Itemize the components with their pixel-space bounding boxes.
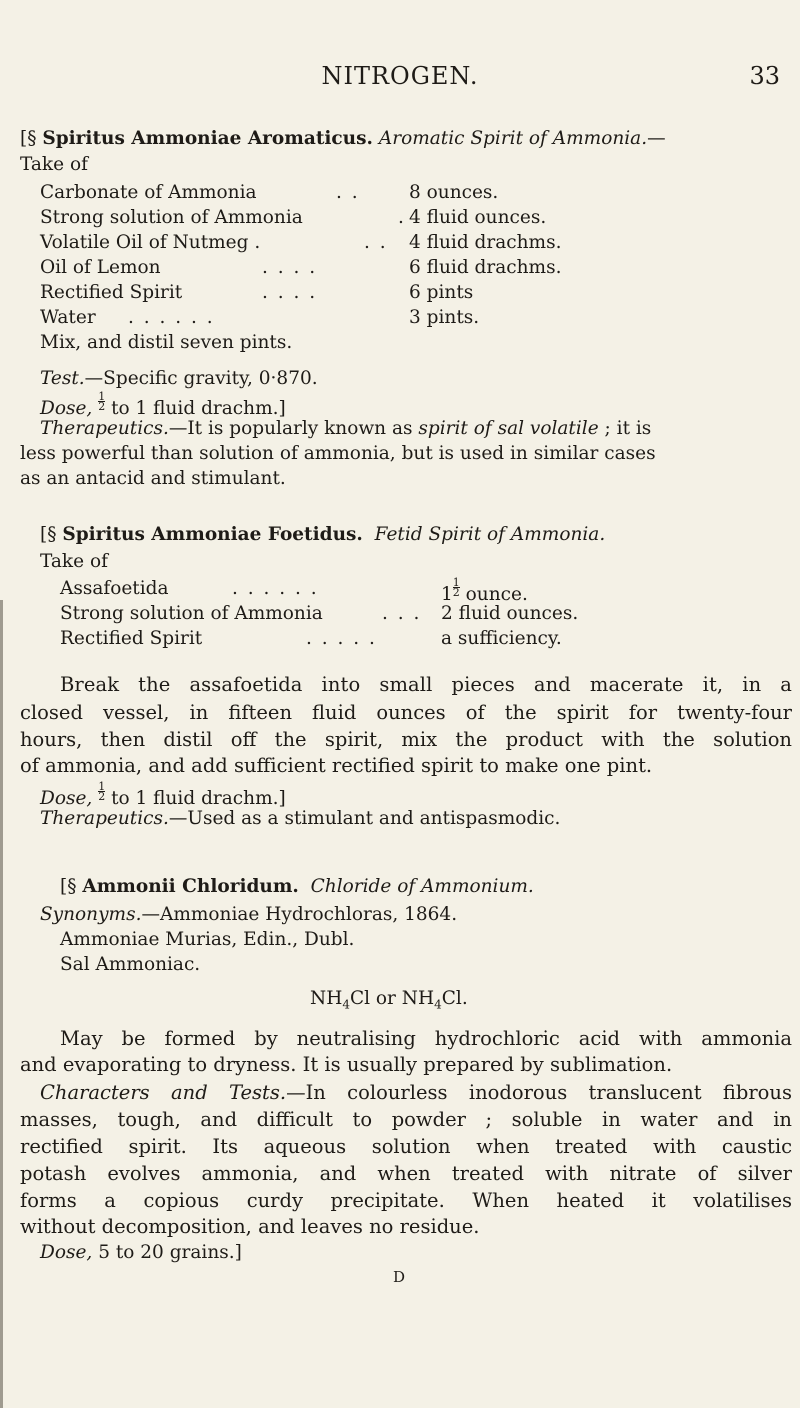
fetid-dose xyxy=(40,782,286,809)
quantity-fraction xyxy=(453,578,460,597)
fraction-numerator: 1 xyxy=(452,576,460,589)
formula-subscript: 4 xyxy=(342,997,350,1012)
page-spine-shadow xyxy=(0,600,3,1408)
characters-label: Characters and Tests. xyxy=(40,1081,287,1104)
ingredient-quantity: 8 ounces. xyxy=(409,182,499,203)
therapeutics-text: —Used as a stimulant and antispasmodic. xyxy=(168,808,561,829)
characters-line-6: without decomposition, and leaves no residue. xyxy=(20,1215,480,1238)
ingredient-leader: . . xyxy=(336,182,360,203)
aromatic-dose xyxy=(40,392,286,419)
fetid-therapeutics xyxy=(40,808,560,829)
characters-line-2: masses, tough, and difficult to powder ; soluble in water and in xyxy=(20,1108,792,1131)
fetid-take-of: Take of xyxy=(40,551,108,572)
fraction-numerator: 1 xyxy=(98,780,106,793)
ingredient-quantity: 4 fluid ounces. xyxy=(409,207,547,228)
formula-part: Cl. xyxy=(441,988,468,1009)
ingredient-name: Rectified Spirit xyxy=(40,282,183,303)
ingredient-leader: . . . . xyxy=(262,257,318,278)
dose-fraction xyxy=(98,782,105,801)
ingredient-name: Oil of Lemon xyxy=(40,257,161,278)
fetid-directions-line-1: Break the assafoetida into small pieces and macerate it, in a xyxy=(60,673,792,696)
test-text: —Specific gravity, 0·870. xyxy=(84,368,318,389)
aromatic-test xyxy=(40,368,318,389)
ingredient-leader: . . . . . xyxy=(306,628,377,649)
dose-fraction xyxy=(98,392,105,411)
characters-line-3: rectified spirit. Its aqueous solution when treated with caustic xyxy=(20,1135,792,1158)
formula-part: Cl or NH xyxy=(349,988,435,1009)
ingredient-name: Assafoetida xyxy=(60,578,169,599)
aromatic-take-of: Take of xyxy=(20,154,88,175)
running-title: NITROGEN. xyxy=(321,62,479,90)
bracket-open: [§ xyxy=(40,524,63,545)
aromatic-heading xyxy=(20,128,666,149)
ingredient-name: Water xyxy=(40,307,96,328)
ingredient-quantity: 2 fluid ounces. xyxy=(441,603,579,624)
chloride-latin-name: Ammonii Chloridum. xyxy=(82,876,299,897)
mix-instruction: Mix, and distil seven pints. xyxy=(40,332,293,353)
bracket-open: [§ xyxy=(20,128,43,149)
ingredient-name: Volatile Oil of Nutmeg . xyxy=(40,232,261,253)
synonyms-label: Synonyms. xyxy=(40,904,142,925)
dose-label: Dose, xyxy=(40,788,93,809)
synonym: —Ammoniae Hydrochloras, 1864. xyxy=(141,904,458,925)
bracket-open: [§ xyxy=(60,876,83,897)
chemical-formula xyxy=(310,988,468,1012)
synonym: Sal Ammoniac. xyxy=(60,954,201,975)
ingredient-quantity xyxy=(441,578,528,605)
characters-text: —In colourless inodorous translucent fibrous xyxy=(286,1081,792,1104)
quantity-unit: ounce. xyxy=(465,584,528,605)
page-number: 33 xyxy=(749,62,780,90)
ingredient-name: Strong solution of Ammonia xyxy=(40,207,303,228)
test-label: Test. xyxy=(40,368,85,389)
synonyms-line-1 xyxy=(40,904,457,925)
fetid-latin-name: Spiritus Ammoniae Foetidus. xyxy=(62,524,363,545)
aromatic-therapeutics-line-1 xyxy=(40,418,651,439)
ingredient-quantity: 4 fluid drachms. xyxy=(409,232,562,253)
ingredient-quantity: 6 pints xyxy=(409,282,474,303)
chloride-english-name: Chloride of Ammonium. xyxy=(310,876,534,897)
characters-line-5: forms a copious curdy precipitate. When heated it volatilises xyxy=(20,1189,792,1212)
aromatic-therapeutics-line-3: as an antacid and stimulant. xyxy=(20,468,286,489)
chloride-heading xyxy=(60,876,534,897)
ingredient-name: Rectified Spirit xyxy=(60,628,203,649)
aromatic-english-name: Aromatic Spirit of Ammonia. xyxy=(378,128,648,149)
ingredient-leader: . . . . . . xyxy=(128,307,215,328)
fetid-directions-line-3: hours, then distil off the spirit, mix the product with the solution xyxy=(20,728,792,751)
chloride-dose xyxy=(40,1242,242,1263)
fetid-directions-line-2: closed vessel, in fifteen fluid ounces of the spirit for twenty-four xyxy=(20,701,792,724)
running-header xyxy=(0,62,800,92)
synonym: Ammoniae Murias, Edin., Dubl. xyxy=(60,929,355,950)
ingredient-leader: . . . . . . xyxy=(232,578,319,599)
therapeutics-label: Therapeutics. xyxy=(40,808,169,829)
dose-text: to 1 fluid drachm.] xyxy=(111,788,286,809)
fraction-denominator: 2 xyxy=(98,400,106,413)
characters-line-4: potash evolves ammonia, and when treated with nitrate of silver xyxy=(20,1162,792,1185)
ingredient-name: Strong solution of Ammonia xyxy=(60,603,323,624)
ingredient-leader: . xyxy=(398,207,406,228)
therapeutics-italic-phrase: spirit of sal volatile xyxy=(418,418,599,439)
dose-text: 5 to 20 grains.] xyxy=(98,1242,242,1263)
fraction-denominator: 2 xyxy=(452,586,460,599)
dose-text: to 1 fluid drachm.] xyxy=(111,398,286,419)
ingredient-name: Carbonate of Ammonia xyxy=(40,182,257,203)
ingredient-quantity: 6 fluid drachms. xyxy=(409,257,562,278)
ingredient-quantity: 3 pints. xyxy=(409,307,480,328)
quantity-whole: 1 xyxy=(441,584,453,605)
fetid-english-name: Fetid Spirit of Ammonia. xyxy=(374,524,606,545)
characters-line-1 xyxy=(40,1080,792,1105)
ingredient-quantity: a sufficiency. xyxy=(441,628,562,649)
aromatic-latin-name: Spiritus Ammoniae Aromaticus. xyxy=(42,128,373,149)
preparation-line-2: and evaporating to dryness. It is usually prepared by sublimation. xyxy=(20,1053,673,1076)
therapeutics-label: Therapeutics. xyxy=(40,418,169,439)
dose-label: Dose, xyxy=(40,398,93,419)
dose-label: Dose, xyxy=(40,1242,93,1263)
therapeutics-text: —It is popularly known as spirit of sal volatile ; it is xyxy=(168,418,652,439)
signature-mark: D xyxy=(393,1268,406,1286)
fraction-numerator: 1 xyxy=(98,390,106,403)
heading-dash: — xyxy=(647,128,666,149)
ingredient-leader: . . xyxy=(364,232,388,253)
fetid-directions-line-4: of ammonia, and add sufficient rectified spirit to make one pint. xyxy=(20,754,653,777)
fraction-denominator: 2 xyxy=(98,790,106,803)
ingredient-leader: . . . xyxy=(382,603,422,624)
fetid-heading xyxy=(40,524,605,545)
aromatic-therapeutics-line-2: less powerful than solution of ammonia, but is used in similar cases xyxy=(20,443,656,464)
formula-part: NH xyxy=(310,988,343,1009)
formula-subscript: 4 xyxy=(434,997,442,1012)
ingredient-leader: . . . . xyxy=(262,282,318,303)
preparation-line-1: May be formed by neutralising hydrochloric acid with ammonia xyxy=(60,1027,792,1050)
